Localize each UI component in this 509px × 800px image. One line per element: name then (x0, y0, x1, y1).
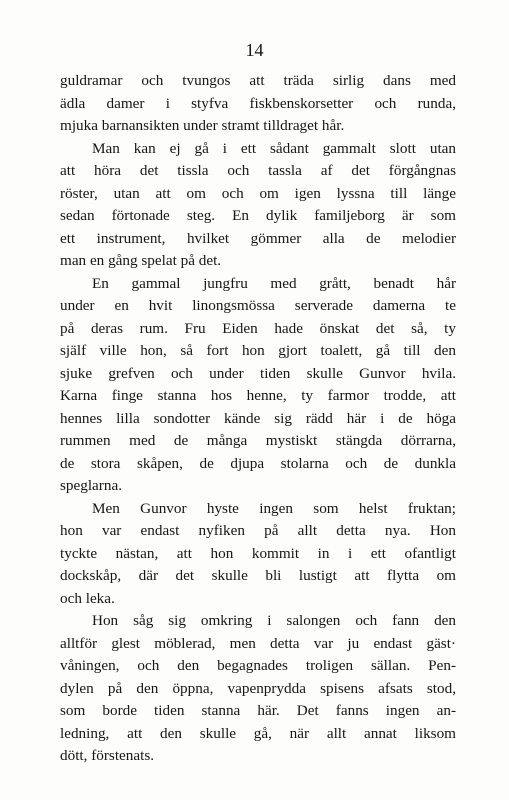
text-line: rummen med de många mystiskt stängda dörrarna, (60, 432, 456, 449)
text-line: att höra det tissla och tassla af det förgångnas (60, 162, 456, 179)
text-line: de stora skåpen, de djupa stolarna och de dunkla (60, 454, 456, 472)
text-line: alltför glest möblerad, men detta var ju endast gäst· (60, 634, 456, 652)
text-line: En gammal jungfru med grått, benadt hår (92, 274, 456, 292)
text-line: sjuke grefven och under tiden skulle Gunvor hvila. (60, 364, 456, 382)
text-line: ett instrument, hvilket gömmer alla de melodier (60, 229, 456, 247)
text-line: sedan förtonade steg. En dylik familjeborg är som (60, 207, 456, 224)
text-line: guldramar och tvungos att träda sirlig dans med (60, 72, 456, 89)
text-line: mjuka barnansikten under stramt tilldraget hår. (60, 117, 345, 134)
text-line: under en hvit linongsmössa serverade damerna te (60, 297, 456, 314)
text-line: röster, utan att om och om igen lyssna till länge (60, 184, 456, 202)
text-line: tyckte nästan, att hon kommit in i ett ofantligt (60, 544, 456, 562)
text-line: Hon såg sig omkring i salongen och fann den (92, 612, 456, 629)
text-line: Men Gunvor hyste ingen som helst fruktan; (92, 499, 456, 517)
text-line: våningen, och den begagnades troligen sällan. Pen- (60, 657, 456, 674)
text-line: och leka. (60, 589, 115, 607)
text-line: ädla damer i styfva fiskbenskorsetter och runda, (60, 94, 456, 112)
text-line: hon var endast nyfiken på allt detta nya. Hon (60, 522, 456, 539)
text-line: dockskåp, där det skulle bli lustigt att flytta om (60, 567, 456, 584)
text-line: Man kan ej gå i ett sådant gammalt slott utan (92, 139, 456, 157)
text-line: man en gång spelat på det. (60, 252, 222, 269)
text-line: dylen på den öppna, vapenprydda spisens afsats stod, (60, 679, 456, 697)
text-line: ledning, att den skulle gå, när allt annat liksom (60, 724, 456, 742)
text-line: dött, förstenats. (60, 747, 155, 764)
text-line: som borde tiden stanna här. Det fanns ingen an- (60, 702, 456, 719)
page-number: 14 (245, 40, 264, 60)
text-line: speglarna. (60, 477, 122, 494)
text-line: hennes lilla sondotter kände sig rädd här i de höga (60, 409, 456, 427)
body-text (60, 70, 456, 768)
text-line: själf ville hon, så fort hon gjort toalett, gå till den (60, 342, 456, 359)
text-line: på deras rum. Fru Eiden hade önskat det så, ty (60, 319, 456, 337)
text-line: Karna finge stanna hos henne, ty farmor trodde, att (60, 387, 456, 404)
